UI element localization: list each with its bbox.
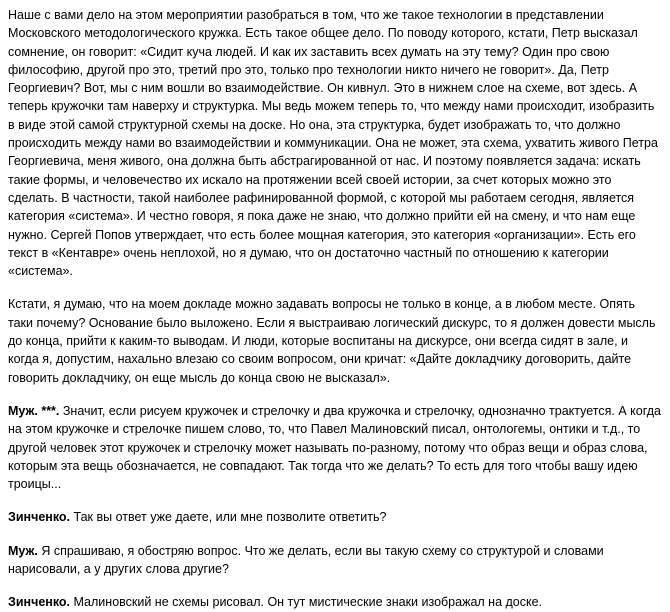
speaker-label: Зинченко. [8, 595, 71, 610]
paragraph-speaker-man-1 [8, 402, 662, 493]
paragraph-text: Малиновский не схемы рисовал. Он тут мистические знаки изображал на доске. [70, 595, 543, 610]
speaker-label: Зинченко. [8, 510, 71, 525]
paragraph-text: Значит, если рисуем кружочек и стрелочку и два кружочка и стрелочку, однозначно трактуется. А когда на этом кружочке и стрелочке пишем слово, то, что Павел Малиновский писал, онтологемы, онтики и т.д., то другой человек этот кружочек и стрелочку может называть по-разному, потому что образ вещи и образ слова, которым эта вещь обозначается, не совпадают. Так тогда что же делать? То есть для того чтобы вашу идею троицы... [8, 403, 661, 492]
paragraph-text: Наше с вами дело на этом мероприятии разобраться в том, что же такое технологии в представлении Московского методологического кружка. Есть такое общее дело. По поводу которого, кстати, Петр высказал сомнение, он говорит: «Сидит куча людей. И как их заставить всех думать на эту тему? Один про свою философию, другой про это, третий про это, только про технологии никто ничего не говорит». Да, Петр Георгиевич? Вот, мы с ним вошли во взаимодействие. Он кивнул. Это в нижнем слое на схеме, вот здесь. А теперь кружочки там наверху и структурка. Мы ведь можем теперь то, что между нами происходит, изобразить в виде этой самой структурной схемы на доске. Но она, эта структурка, будет изображать то, что должно происходить между нами во взаимодействии и коммуникации. Она не может, эта схема, ухватить живого Петра Георгиевича, меня живого, она должна быть абстрагированной от нас. И поэтому появляется задача: искать такие формы, и человечество их искало на протяжении всей своей истории, за счет которых можно это сделать. В частности, такой наиболее рафинированной формой, с которой мы работаем сегодня, является категория «система». И честно говоря, я пока даже не знаю, что должно прийти ей на смену, и что нам еще нужно. Сергей Попов утверждает, что есть более мощная категория, это категория «организации». Есть его текст в «Кентавре» очень неплохой, но я думаю, что он достаточно частный по отношению к категории «система». [8, 8, 658, 279]
paragraph-questions [8, 295, 662, 386]
paragraph-speaker-zinchenko-1 [8, 508, 662, 526]
paragraph-text: Кстати, я думаю, что на моем докладе можно задавать вопросы не только в конце, а в любом месте. Опять таки почему? Основание было выложено. Если я выстраиваю логический дискурс, то я должен довести мысль до конца, прийти к каким-то выводам. И люди, которые воспитаны на дискурсе, они всегда сидят в зале, и когда я, допустим, нахально влезаю со своим вопросом, они кричат: «Дайте докладчику договорить, дайте говорить докладчику, он еще мысль до конца свою не высказал». [8, 297, 656, 385]
paragraph-speaker-zinchenko-2 [8, 593, 662, 611]
speaker-label: Муж. ***. [8, 403, 60, 418]
paragraph-text: Так вы ответ уже даете, или мне позволите ответить? [70, 510, 387, 525]
paragraph-text: Я спрашиваю, я обостряю вопрос. Что же делать, если вы такую схему со структурой и словами нарисовали, а у других слова другие? [8, 543, 604, 577]
paragraph-intro [8, 6, 662, 280]
speaker-label: Муж. [8, 543, 38, 558]
paragraph-speaker-man-2 [8, 542, 662, 579]
